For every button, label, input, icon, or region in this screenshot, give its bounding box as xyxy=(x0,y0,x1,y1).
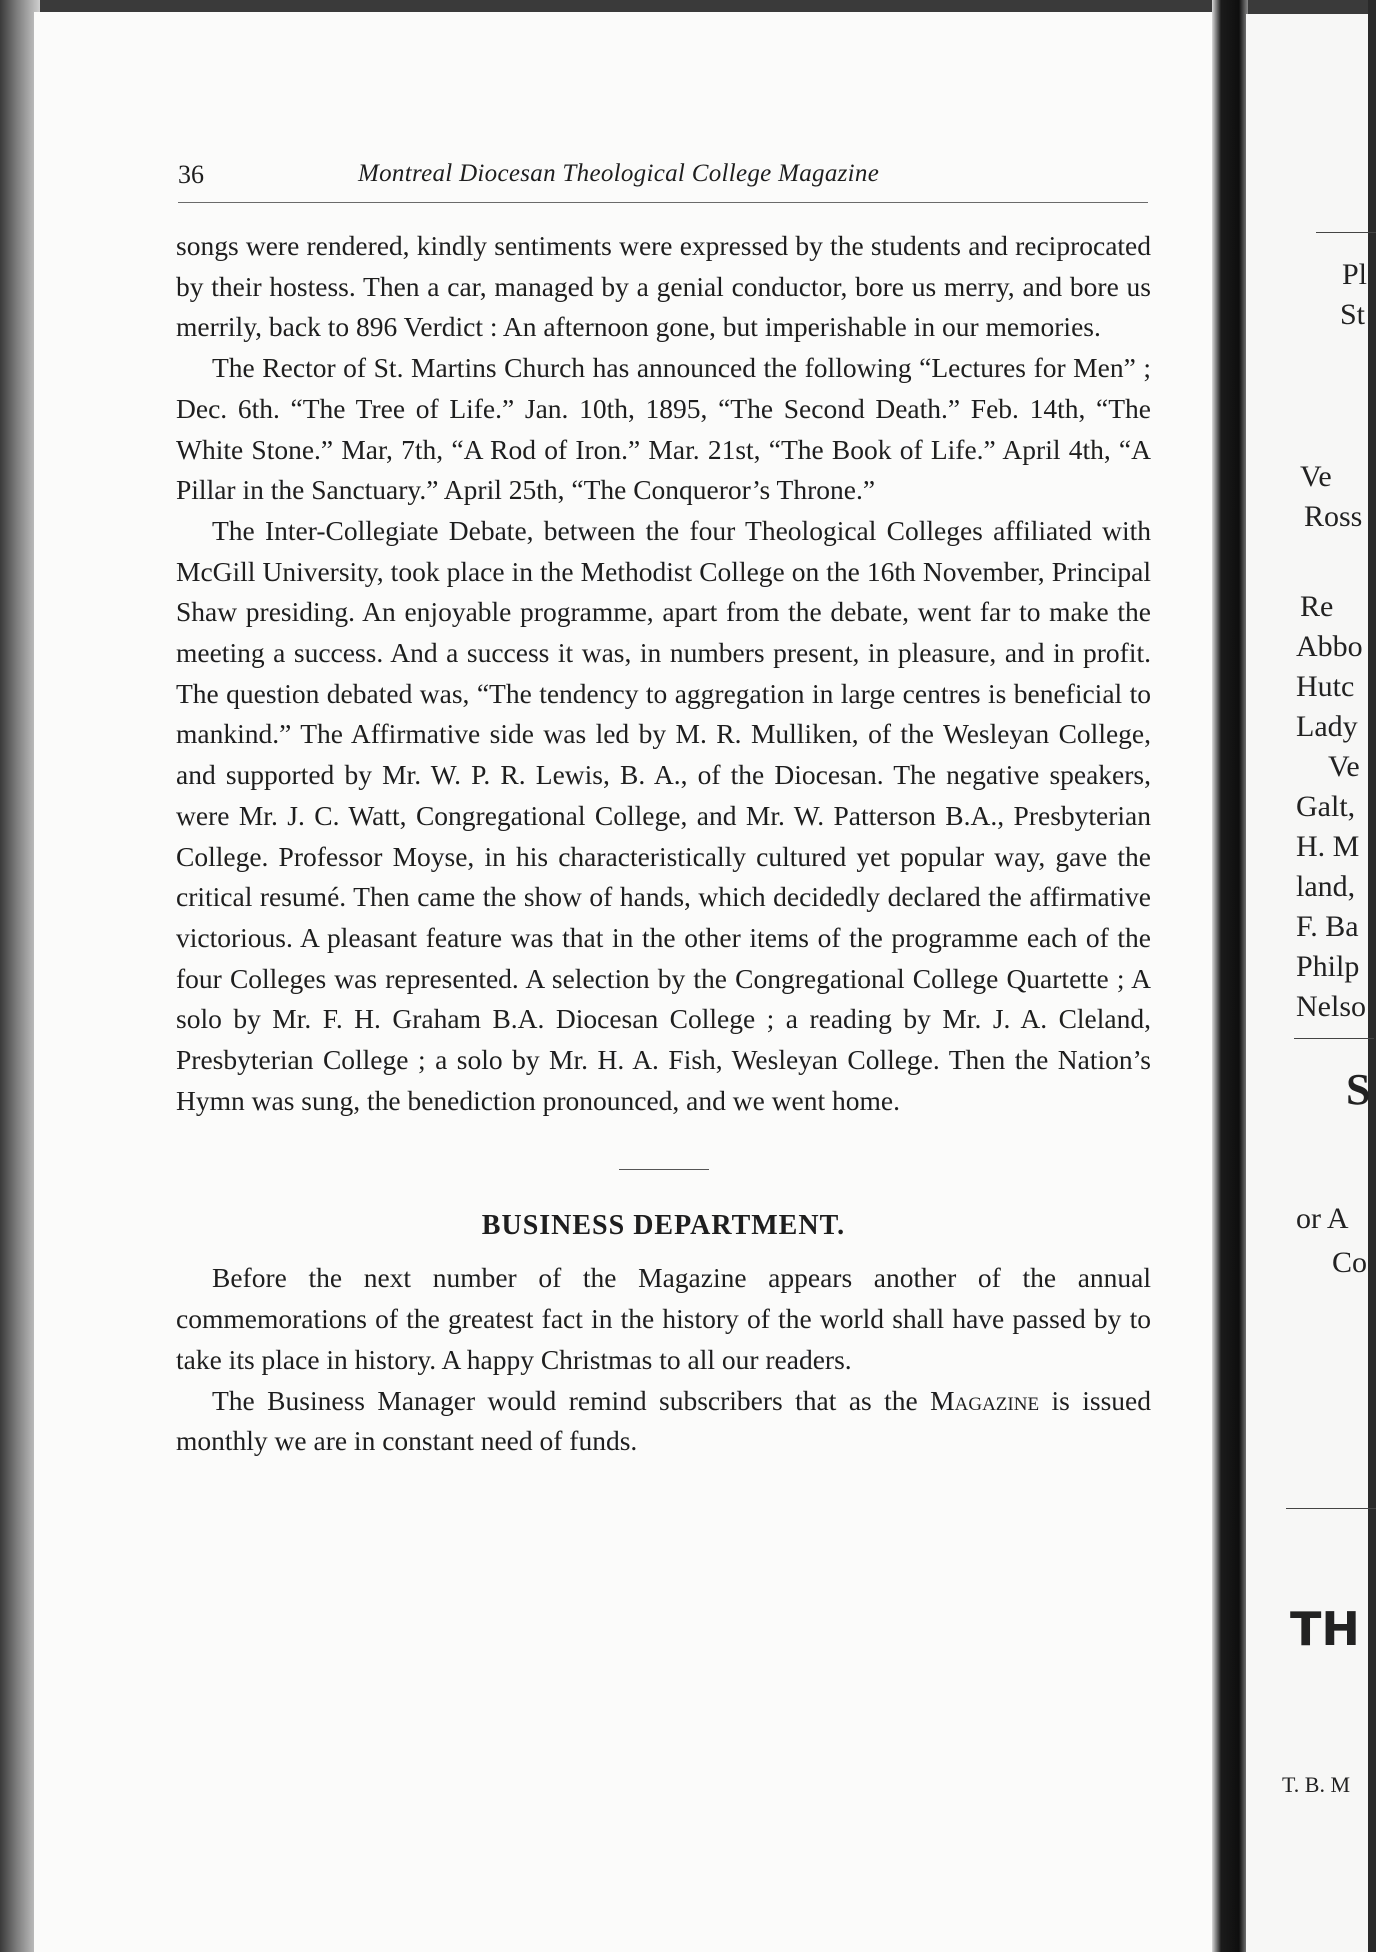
paragraph-lectures-for-men: The Rector of St. Martins Church has announced the following “Lectures for Men” ; Dec. 6th. “The Tree of Life.” Jan. 10th, 1895, “The Second Death.” Feb. 14th, “The White Stone.” Mar, 7th, “A Rod of Iron.” Mar. 21st, “The Book of Life.” April 4th, “A Pillar in the Sanctuary.” April 25th, “The Conqueror’s Throne.” xyxy=(176,352,1151,506)
facing-line: Re xyxy=(1300,590,1334,623)
facing-line: St xyxy=(1340,298,1366,331)
book-gutter xyxy=(1212,0,1248,1952)
facing-line: Philp xyxy=(1296,950,1360,983)
facing-line: Co xyxy=(1332,1246,1368,1279)
business-department-heading: BUSINESS DEPARTMENT. xyxy=(481,1210,846,1242)
facing-rule-2 xyxy=(1294,1038,1374,1039)
header-rule xyxy=(178,202,1148,203)
notice-text-start: The Business Manager would remind subscribers that as the xyxy=(212,1384,918,1416)
facing-line: Galt, xyxy=(1296,790,1356,823)
facing-line: T. B. M xyxy=(1282,1772,1351,1797)
facing-line: Nelso xyxy=(1296,990,1366,1023)
paragraph-christmas-greeting: Before the next number of the Magazine appears another of the annual commemorations of the greatest fact in the history of the world shall have passed by to take its place in history. A happy Christmas to all our readers. xyxy=(176,1262,1151,1375)
paragraph-subscribers-notice xyxy=(176,1381,1151,1462)
facing-line: or A xyxy=(1296,1202,1349,1235)
facing-line: Ve xyxy=(1300,460,1332,493)
section-divider xyxy=(619,1169,709,1170)
facing-line: Hutc xyxy=(1296,670,1355,703)
facing-line: Abbo xyxy=(1296,630,1363,663)
notice-text-end: is issued monthly we are in constant need of funds. xyxy=(176,1384,1151,1457)
paragraph-visit-continuation: songs were rendered, kindly sentiments were expressed by the students and reciprocated by their hostess. Then a car, managed by a genial conductor, bore us merry, and bore us merrily, back to 896 Verdict : An afternoon gone, but imperishable in our memories. xyxy=(176,230,1151,343)
facing-line: Ve xyxy=(1328,750,1360,783)
facing-line: Ross xyxy=(1304,500,1363,533)
running-title: Montreal Diocesan Theological College Magazine xyxy=(358,160,880,187)
page-number: 36 xyxy=(178,160,204,189)
facing-line: land, xyxy=(1296,870,1356,903)
facing-rule-3 xyxy=(1286,1508,1376,1509)
facing-line: H. M xyxy=(1296,830,1360,863)
facing-line: Pl xyxy=(1342,258,1368,291)
facing-line: TH xyxy=(1290,1602,1360,1656)
facing-line: F. Ba xyxy=(1296,910,1359,943)
magazine-small-caps: Magazine xyxy=(930,1384,1040,1416)
paragraph-inter-collegiate-debate: The Inter-Collegiate Debate, between the four Theological Colleges affiliated with McGill University, took place in the Methodist College on the 16th November, Principal Shaw presiding. An enjoyable programme, apart from the debate, went far to make the meeting a success. And a success it was, in numbers present, in pleasure, and in profit. The question debated was, “The tendency to aggregation in large centres is beneficial to mankind.” The Affirmative side was led by M. R. Mulliken, of the Wesleyan College, and supported by Mr. W. P. R. Lewis, B. A., of the Diocesan. The negative speakers, were Mr. J. C. Watt, Congregational College, and Mr. W. Patterson B.A., Presbyterian College. Professor Moyse, in his characteristically cultured yet popular way, gave the critical resumé. Then came the show of hands, which decidedly declared the affirmative victorious. A pleasant feature was that in the other items of the programme each of the four Colleges was represented. A selection by the Congregational College Quartette ; A solo by Mr. F. H. Graham B.A. Diocesan College ; a reading by Mr. J. A. Cleland, Presbyterian College ; a solo by Mr. H. A. Fish, Wesleyan College. Then the Nation’s Hymn was sung, the benediction pronounced, and we went home. xyxy=(176,514,1151,1116)
facing-line: S xyxy=(1346,1065,1371,1114)
article-body xyxy=(176,226,1151,1462)
running-head xyxy=(178,160,1148,196)
facing-rule-1 xyxy=(1316,232,1376,233)
facing-line: Lady xyxy=(1296,710,1358,743)
facing-page xyxy=(1246,14,1371,1952)
